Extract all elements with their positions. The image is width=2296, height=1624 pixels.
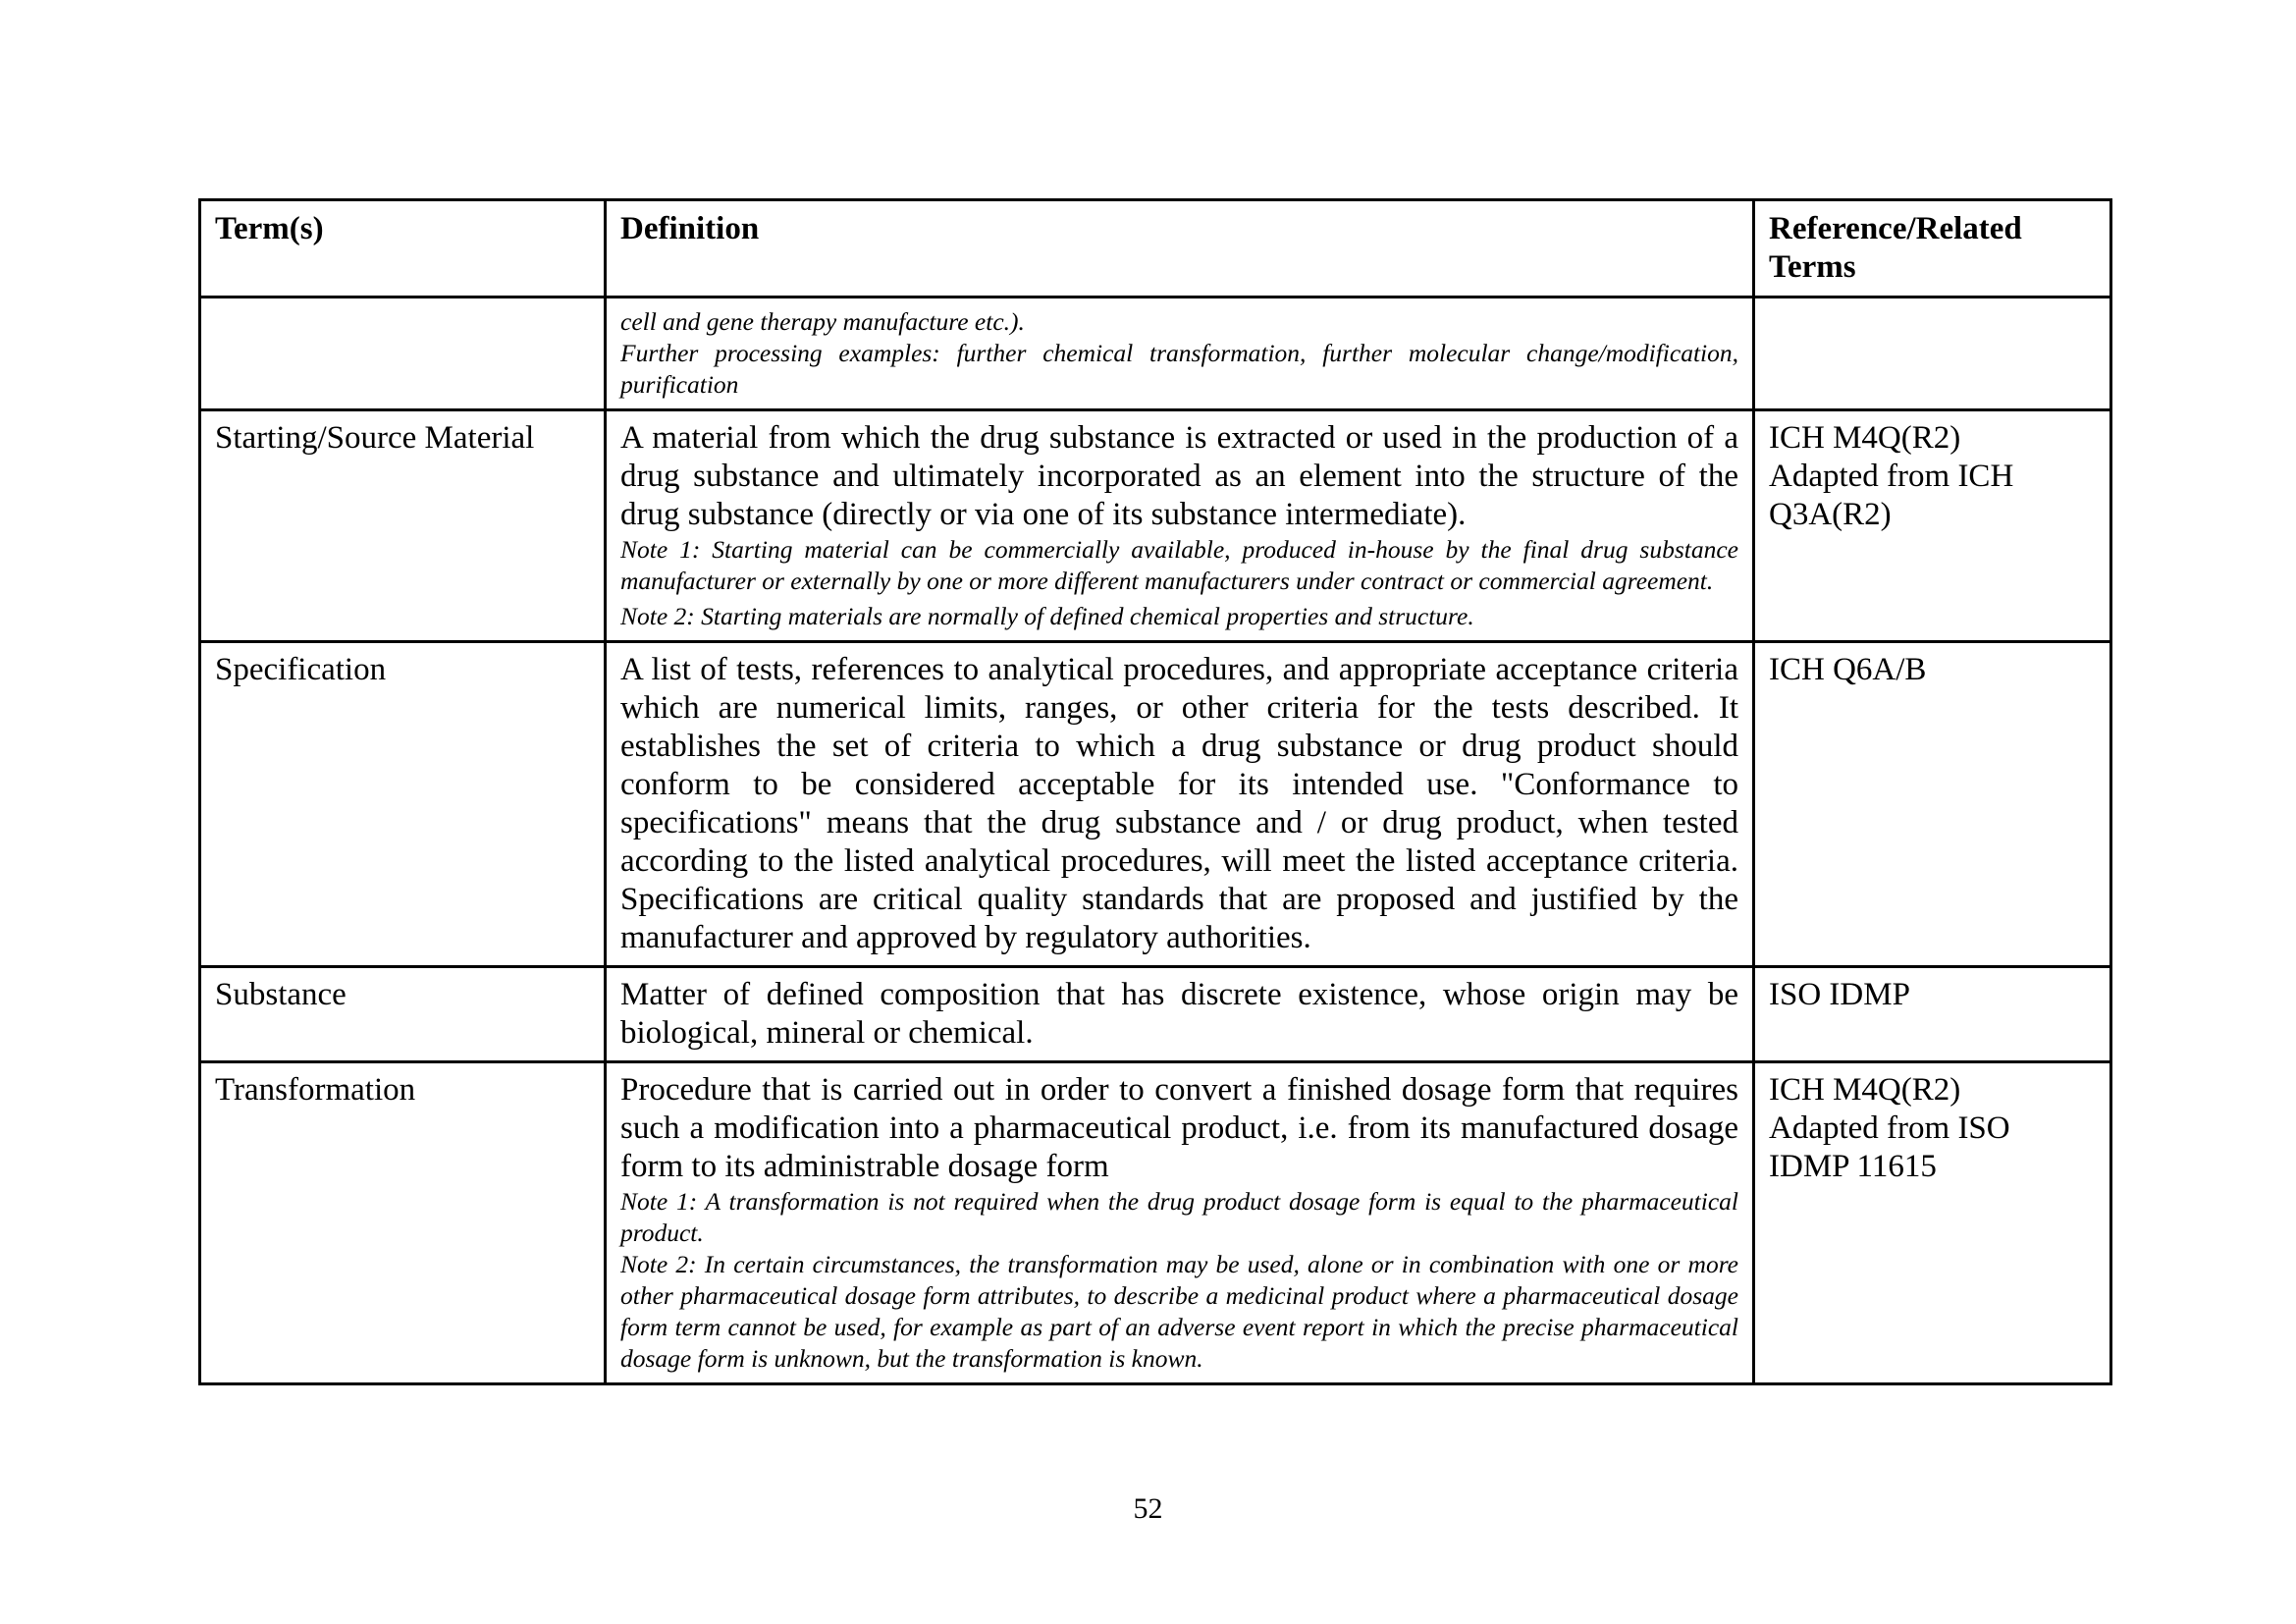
- definition-note: Note 1: A transformation is not required when the drug product dosage form is equal to the pharmaceutical product.: [620, 1187, 1738, 1247]
- definition-text: A list of tests, references to analytical procedures, and appropriate acceptance criteria which are numerical limits, ranges, or other criteria for the tests described. It establishes the set of criteria to which a drug substance or drug product should conform to be considered acceptable for its intended use. "Conformance to specifications" means that the drug substance and / or drug product, when tested according to the listed analytical procedures, will meet the listed acceptance criteria. Specifications are critical quality standards that are proposed and justified by the manufacturer and approved by regulatory authorities.: [620, 652, 1738, 955]
- definition-note: Note 2: In certain circumstances, the transformation may be used, alone or in combination with one or more other pharmaceutical dosage form attributes, to describe a medicinal product where a pharmaceutical dosage form term cannot be used, for example as part of an adverse event report in which the precise pharmaceutical dosage form is unknown, but the transformation is known.: [620, 1250, 1738, 1373]
- reference-cell: [1754, 298, 2111, 410]
- definition-cell: [606, 298, 1754, 410]
- definition-cell: [606, 967, 1754, 1062]
- definition-text: Matter of defined composition that has discrete existence, whose origin may be biological, mineral or chemical.: [620, 977, 1738, 1051]
- term-cell: Transformation: [200, 1062, 606, 1384]
- definition-cell: [606, 410, 1754, 642]
- definition-note: Further processing examples: further chemical transformation, further molecular change/modification, purification: [620, 339, 1738, 399]
- table-header-row: [200, 200, 2111, 298]
- header-term: Term(s): [200, 200, 606, 298]
- term-cell: Starting/Source Material: [200, 410, 606, 642]
- reference-cell: [1754, 410, 2111, 642]
- reference-item: ICH M4Q(R2): [1769, 1072, 1961, 1108]
- definition-note: cell and gene therapy manufacture etc.).: [620, 307, 1025, 336]
- definition-note: Note 1: Starting material can be commercially available, produced in-house by the final drug substance manufacturer or externally by one or more different manufacturers under contract or commercial agreement.: [620, 535, 1738, 595]
- term-cell: [200, 298, 606, 410]
- table-row: [200, 642, 2111, 967]
- definition-text: Procedure that is carried out in order to convert a finished dosage form that requires such a modification into a pharmaceutical product, i.e. from its manufactured dosage form to its administrable dosage form: [620, 1072, 1738, 1184]
- definition-note: Note 2: Starting materials are normally of defined chemical properties and structure.: [620, 602, 1474, 630]
- reference-item: ICH M4Q(R2): [1769, 420, 1961, 456]
- table-row: [200, 410, 2111, 642]
- table-row: [200, 967, 2111, 1062]
- table-row: [200, 1062, 2111, 1384]
- term-cell: Specification: [200, 642, 606, 967]
- reference-item: ISO IDMP: [1769, 977, 1910, 1012]
- definition-cell: [606, 1062, 1754, 1384]
- header-definition: Definition: [606, 200, 1754, 298]
- reference-cell: [1754, 642, 2111, 967]
- reference-item: Adapted from ICH Q3A(R2): [1769, 459, 2014, 532]
- reference-cell: [1754, 1062, 2111, 1384]
- table-row: [200, 298, 2111, 410]
- definition-text: A material from which the drug substance is extracted or used in the production of a drug substance and ultimately incorporated as an element into the structure of the drug substance (directly or via one of its substance intermediate).: [620, 420, 1738, 532]
- reference-item: ICH Q6A/B: [1769, 652, 1927, 687]
- reference-cell: [1754, 967, 2111, 1062]
- glossary-table: [198, 198, 2112, 1385]
- page-number: 52: [1133, 1492, 1163, 1525]
- reference-item: Adapted from ISO IDMP 11615: [1769, 1110, 2010, 1184]
- header-reference: Reference/Related Terms: [1754, 200, 2111, 298]
- definition-cell: [606, 642, 1754, 967]
- term-cell: Substance: [200, 967, 606, 1062]
